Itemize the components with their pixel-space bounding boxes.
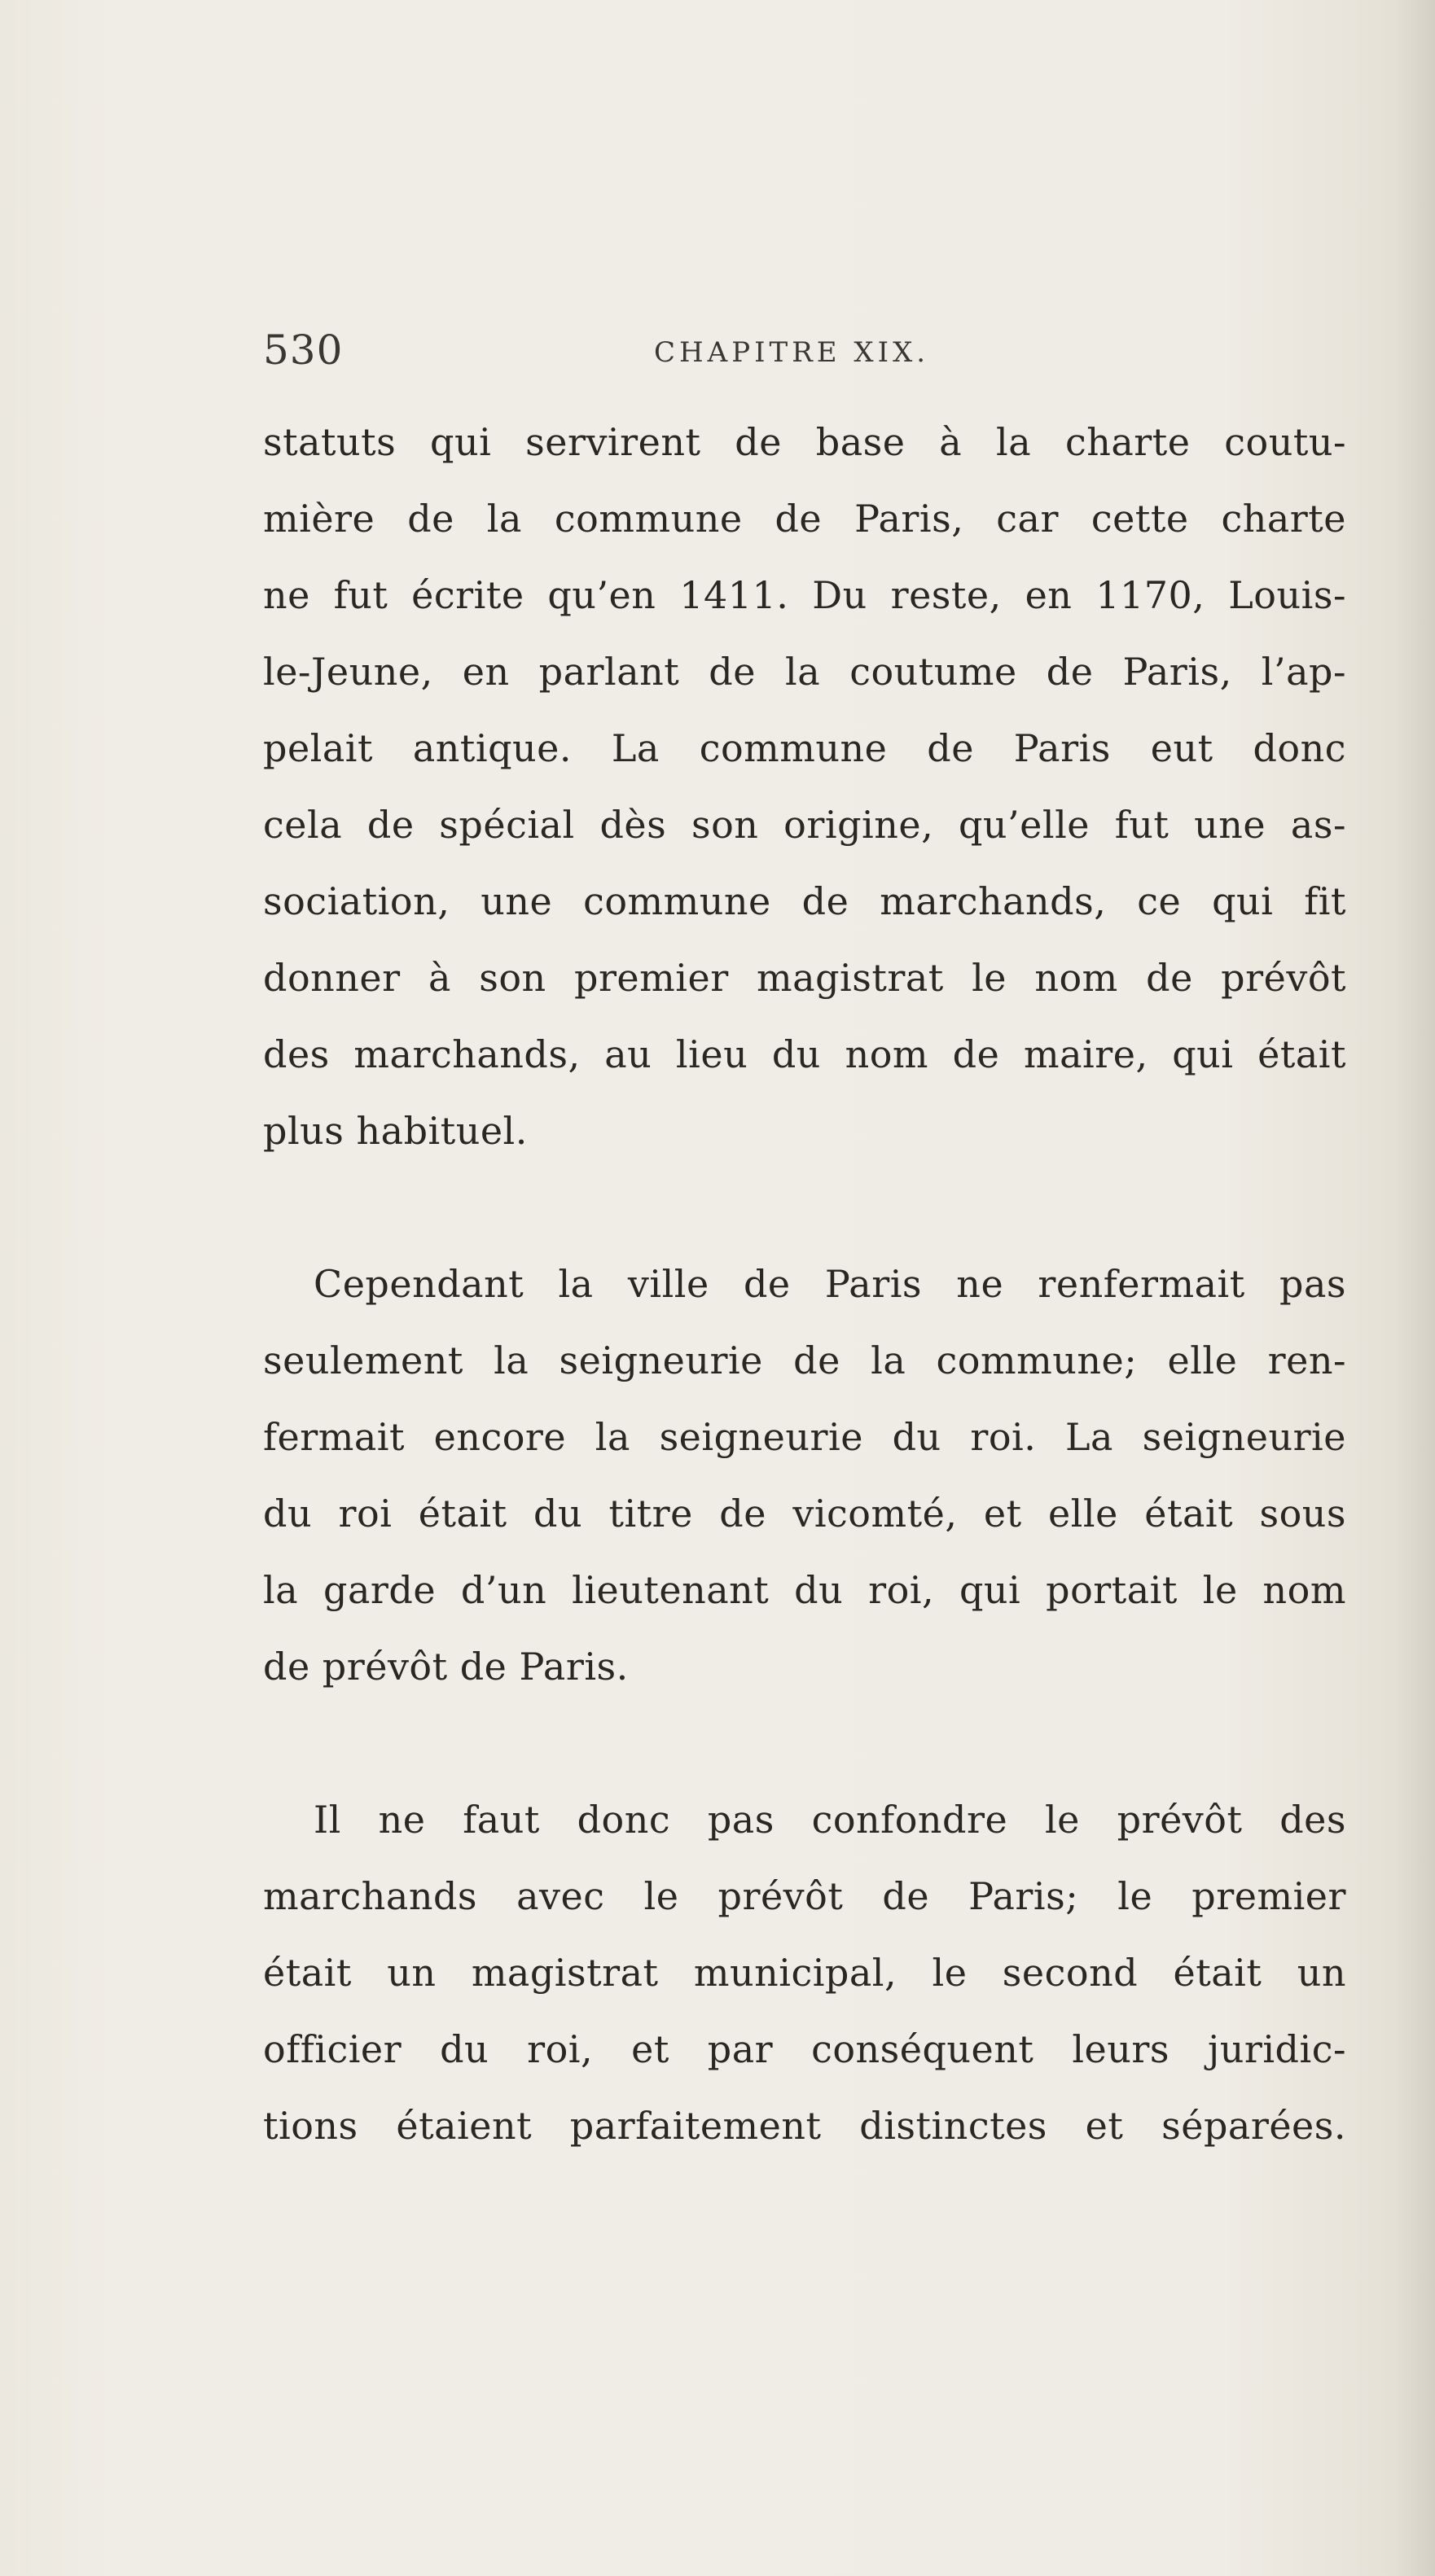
text-line: seulement la seigneurie de la commune; elle ren- <box>263 1338 1346 1382</box>
running-head: CHAPITRE XIX. <box>654 336 930 369</box>
text-line: officier du roi, et par conséquent leurs juridic- <box>263 2027 1346 2071</box>
text-line: Il ne faut donc pas confondre le prévôt des <box>314 1798 1346 1842</box>
text-line: mière de la commune de Paris, car cette charte <box>263 497 1346 541</box>
text-line: fermait encore la seigneurie du roi. La seigneurie <box>263 1415 1346 1459</box>
text-line: était un magistrat municipal, le second était un <box>263 1951 1346 1995</box>
page-edge-shadow <box>1394 0 1435 2576</box>
text-line: la garde d’un lieutenant du roi, qui portait le nom <box>263 1568 1346 1612</box>
text-line: pelait antique. La commune de Paris eut donc <box>263 726 1346 770</box>
paragraph-gap <box>263 1705 1346 1781</box>
paragraph-3 <box>263 1781 1346 2164</box>
text-line: des marchands, au lieu du nom de maire, qui était <box>263 1032 1346 1076</box>
text-line: donner à son premier magistrat le nom de prévôt <box>263 956 1346 1000</box>
text-line: cela de spécial dès son origine, qu’elle fut une as- <box>263 803 1346 847</box>
text-line: statuts qui servirent de base à la charte coutu- <box>263 420 1346 464</box>
text-line: marchands avec le prévôt de Paris; le premier <box>263 1874 1346 1918</box>
text-line: de prévôt de Paris. <box>263 1645 629 1689</box>
text-line: le-Jeune, en parlant de la coutume de Paris, l’ap- <box>263 650 1346 694</box>
paragraph-2 <box>263 1246 1346 1705</box>
page-number: 530 <box>263 326 344 374</box>
paragraph-1 <box>263 404 1346 1169</box>
page-header <box>263 326 1354 375</box>
text-line: tions étaient parfaitement distinctes et séparées. <box>263 2104 1346 2148</box>
text-line: ne fut écrite qu’en 1411. Du reste, en 1170, Louis- <box>263 573 1346 617</box>
text-line: Cependant la ville de Paris ne renfermait pas <box>314 1262 1346 1306</box>
text-line: plus habituel. <box>263 1109 528 1153</box>
text-line: sociation, une commune de marchands, ce qui fit <box>263 879 1346 923</box>
body-text <box>263 404 1346 2164</box>
paragraph-gap <box>263 1169 1346 1246</box>
text-line: du roi était du titre de vicomté, et elle était sous <box>263 1492 1346 1536</box>
